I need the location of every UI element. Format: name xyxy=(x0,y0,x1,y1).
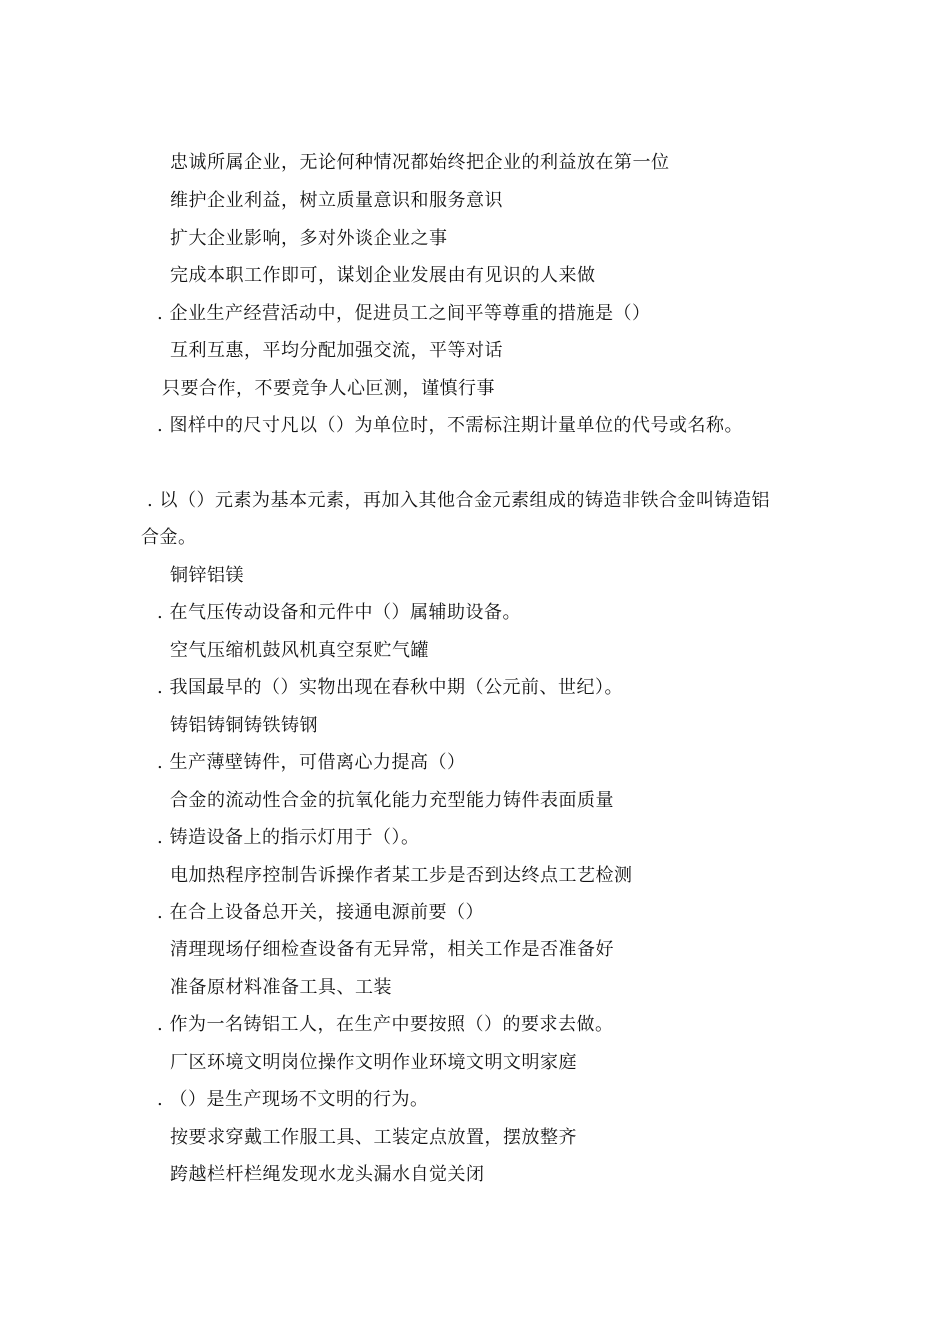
option-line: 扩大企业影响，多对外谈企业之事 xyxy=(170,228,448,249)
option-line: 只要合作，不要竞争人心叵测，谨慎行事 xyxy=(162,378,495,399)
option-line: 互利互惠，平均分配加强交流，平等对话 xyxy=(170,340,503,361)
question-line-continued: 合金。 xyxy=(141,527,197,548)
question-line: . 铸造设备上的指示灯用于（）。 xyxy=(157,827,420,848)
option-line: 厂区环境文明岗位操作文明作业环境文明文明家庭 xyxy=(170,1052,577,1073)
option-line: 电加热程序控制告诉操作者某工步是否到达终点工艺检测 xyxy=(170,865,633,886)
option-line: 完成本职工作即可，谋划企业发展由有见识的人来做 xyxy=(170,265,596,286)
option-line: 铜锌铝镁 xyxy=(170,565,244,586)
option-line: 空气压缩机鼓风机真空泵贮气罐 xyxy=(170,640,429,661)
option-line: 跨越栏杆栏绳发现水龙头漏水自觉关闭 xyxy=(170,1164,485,1185)
option-line: 清理现场仔细检查设备有无异常，相关工作是否准备好 xyxy=(170,939,614,960)
question-line: . 以（）元素为基本元素，再加入其他合金元素组成的铸造非铁合金叫铸造铝 xyxy=(147,490,770,511)
question-line: . 我国最早的（）实物出现在春秋中期（公元前、世纪）。 xyxy=(157,677,623,698)
question-line: . （）是生产现场不文明的行为。 xyxy=(157,1089,429,1110)
question-line: . 生产薄壁铸件，可借离心力提高（） xyxy=(157,752,466,773)
question-line: . 作为一名铸铝工人，在生产中要按照（）的要求去做。 xyxy=(157,1014,614,1035)
option-line: 维护企业利益，树立质量意识和服务意识 xyxy=(170,190,503,211)
option-line: 忠诚所属企业，无论何种情况都始终把企业的利益放在第一位 xyxy=(170,152,670,173)
option-line: 按要求穿戴工作服工具、工装定点放置，摆放整齐 xyxy=(170,1127,577,1148)
option-line: 准备原材料准备工具、工装 xyxy=(170,977,392,998)
option-line: 合金的流动性合金的抗氧化能力充型能力铸件表面质量 xyxy=(170,790,614,811)
question-line: . 图样中的尺寸凡以（）为单位时，不需标注期计量单位的代号或名称。 xyxy=(157,415,743,436)
option-line: 铸铝铸铜铸铁铸钢 xyxy=(170,715,318,736)
question-line: . 企业生产经营活动中，促进员工之间平等尊重的措施是（） xyxy=(157,303,651,324)
question-line: . 在气压传动设备和元件中（）属辅助设备。 xyxy=(157,602,521,623)
question-line: . 在合上设备总开关，接通电源前要（） xyxy=(157,902,484,923)
